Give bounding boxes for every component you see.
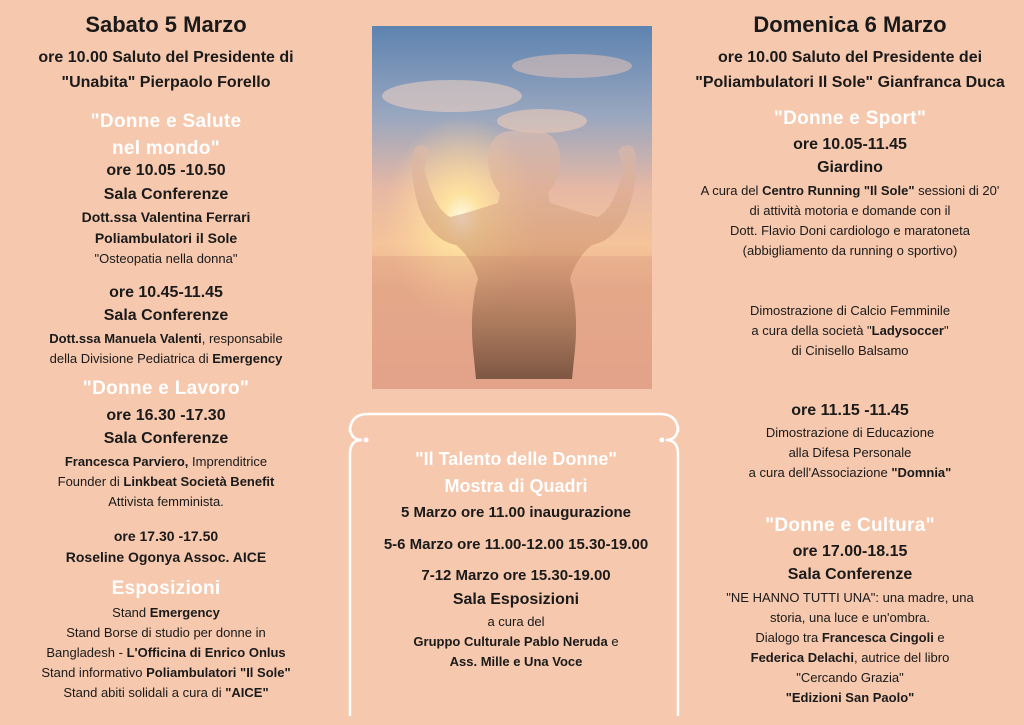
football-line: Dimostrazione di Calcio Femminile — [749, 303, 951, 318]
health-title-line: nel mondo" — [111, 138, 221, 159]
exhibitions-line-text: Stand — [112, 605, 150, 620]
health2-time: ore 10.45-11.45 — [109, 284, 223, 301]
culture-time: ore 17.00-18.15 — [792, 543, 908, 560]
sport-line-text: A cura del — [700, 183, 763, 198]
saturday-welcome-line: ore 10.00 Saluto del Presidente di — [38, 49, 294, 66]
exhibitions-line-bold: Poliambulatori "Il Sole" — [146, 665, 291, 680]
talent-care: a cura del — [487, 614, 545, 629]
health2-speaker: Dott.ssa Manuela Valenti — [49, 331, 202, 346]
football-line — [676, 323, 1024, 338]
exhibitions-line-bold: "AICE" — [225, 685, 269, 700]
exhibitions-line-text: Stand abiti solidali a cura di — [63, 685, 226, 700]
woman-silhouette-image — [372, 26, 652, 389]
work-speaker-line — [0, 454, 332, 469]
exhibitions-section-title: Esposizioni — [111, 578, 221, 599]
talent-group-rest: e — [607, 634, 619, 649]
work-activist: Attivista femminista. — [108, 494, 224, 509]
culture-line — [676, 630, 1024, 645]
sport-line-text: sessioni di 20' — [914, 183, 1000, 198]
health-room: Sala Conferenze — [103, 186, 229, 203]
defense-line: alla Difesa Personale — [788, 445, 912, 460]
culture-room: Sala Conferenze — [787, 566, 913, 583]
culture-line-bold: Francesca Cingoli — [821, 630, 934, 645]
health2-org-line — [0, 351, 332, 366]
exhibitions-line — [0, 665, 332, 680]
talent-subtitle: Mostra di Quadri — [444, 476, 588, 496]
exhibitions-line: Stand Borse di studio per donne in — [66, 625, 266, 640]
health-talk: "Osteopatia nella donna" — [94, 251, 238, 266]
aice-name: Roseline Ogonya Assoc. AICE — [65, 549, 267, 565]
exhibitions-line-bold: L'Officina di Enrico Onlus — [126, 645, 286, 660]
culture-line-bold: "Edizioni San Paolo" — [785, 690, 915, 705]
culture-line — [676, 690, 1024, 705]
culture-line: "Cercando Grazia" — [796, 670, 904, 685]
sport-line: (abbigliamento da running o sportivo) — [742, 243, 958, 258]
defense-line: Dimostrazione di Educazione — [765, 425, 935, 440]
saturday-welcome — [0, 45, 332, 95]
talent-group: Gruppo Culturale Pablo Neruda — [413, 634, 608, 649]
sunday-welcome-line: "Poliambulatori Il Sole" Gianfranca Duca — [695, 74, 1005, 91]
work-founder-bold: Linkbeat Società Benefit — [123, 474, 275, 489]
culture-line: "NE HANNO TUTTI UNA": una madre, una — [726, 590, 974, 605]
defense-line — [676, 465, 1024, 480]
sport-line — [676, 183, 1024, 198]
sport-line: Dott. Flavio Doni cardiologo e maratoneta — [730, 223, 970, 238]
talent-group-line — [352, 634, 680, 649]
exhibitions-line-bold: Emergency — [149, 605, 220, 620]
defense-time: ore 11.15 -11.45 — [791, 402, 909, 419]
culture-line-bold: Federica Delachi — [750, 650, 854, 665]
saturday-welcome-line: "Unabita" Pierpaolo Forello — [61, 74, 271, 91]
talent-title: "Il Talento delle Donne" — [415, 449, 617, 469]
work-time: ore 16.30 -17.30 — [106, 407, 226, 424]
work-founder-line — [0, 474, 332, 489]
woman-sunset-photo — [372, 26, 652, 389]
work-room: Sala Conferenze — [103, 430, 229, 447]
sport-place: Giardino — [817, 159, 883, 176]
health2-speaker-role: , responsabile — [201, 331, 283, 346]
defense-line-bold: "Domnia" — [891, 465, 952, 480]
football-line-text: " — [943, 323, 949, 338]
aice-time: ore 17.30 -17.50 — [113, 528, 219, 544]
sport-section-title: "Donne e Sport" — [773, 108, 927, 129]
sport-time: ore 10.05-11.45 — [793, 136, 907, 153]
sunday-welcome-line: ore 10.00 Saluto del Presidente dei — [717, 49, 983, 66]
health-title-line: "Donne e Salute — [90, 111, 242, 132]
talent-hours: 5-6 Marzo ore 11.00-12.00 15.30-19.00 — [383, 536, 649, 553]
talent-hours: 7-12 Marzo ore 15.30-19.00 — [421, 567, 611, 584]
exhibitions-line — [0, 685, 332, 700]
culture-line-text: , autrice del libro — [853, 650, 950, 665]
exhibitions-line — [0, 645, 332, 660]
talent-inauguration: 5 Marzo ore 11.00 inaugurazione — [400, 504, 632, 521]
work-speaker-role: Imprenditrice — [188, 454, 268, 469]
health-time: ore 10.05 -10.50 — [106, 162, 226, 179]
football-line-text: a cura della società " — [751, 323, 872, 338]
health2-org-text: della Divisione Pediatrica di — [49, 351, 213, 366]
work-section-title: "Donne e Lavoro" — [82, 378, 250, 399]
health2-room: Sala Conferenze — [103, 307, 229, 324]
culture-section-title: "Donne e Cultura" — [765, 515, 935, 536]
sport-line: di attività motoria e domande con il — [749, 203, 951, 218]
defense-line-text: a cura dell'Associazione — [748, 465, 892, 480]
culture-line-text: e — [933, 630, 945, 645]
sunday-welcome — [676, 45, 1024, 95]
football-line: di Cinisello Balsamo — [791, 343, 909, 358]
health-speaker: Dott.ssa Valentina Ferrari — [81, 209, 251, 225]
exhibitions-line-text: Stand informativo — [41, 665, 147, 680]
exhibitions-line-text: Bangladesh - — [46, 645, 127, 660]
health2-org-bold: Emergency — [212, 351, 283, 366]
culture-line — [676, 650, 1024, 665]
culture-line-text: Dialogo tra — [755, 630, 822, 645]
talent-assoc: Ass. Mille e Una Voce — [449, 654, 583, 669]
sport-line-bold: Centro Running "Il Sole" — [762, 183, 915, 198]
culture-line: storia, una luce e un'ombra. — [769, 610, 931, 625]
football-line-bold: Ladysoccer — [871, 323, 944, 338]
work-speaker: Francesca Parviero, — [64, 454, 189, 469]
exhibitions-line — [0, 605, 332, 620]
sunday-day-heading: Domenica 6 Marzo — [753, 12, 947, 37]
health-org: Poliambulatori il Sole — [94, 230, 238, 246]
talent-room: Sala Esposizioni — [452, 591, 580, 608]
health-section-title — [0, 108, 332, 162]
health2-speaker-line — [0, 331, 332, 346]
work-founder-text: Founder di — [57, 474, 124, 489]
saturday-day-heading: Sabato 5 Marzo — [85, 12, 247, 37]
